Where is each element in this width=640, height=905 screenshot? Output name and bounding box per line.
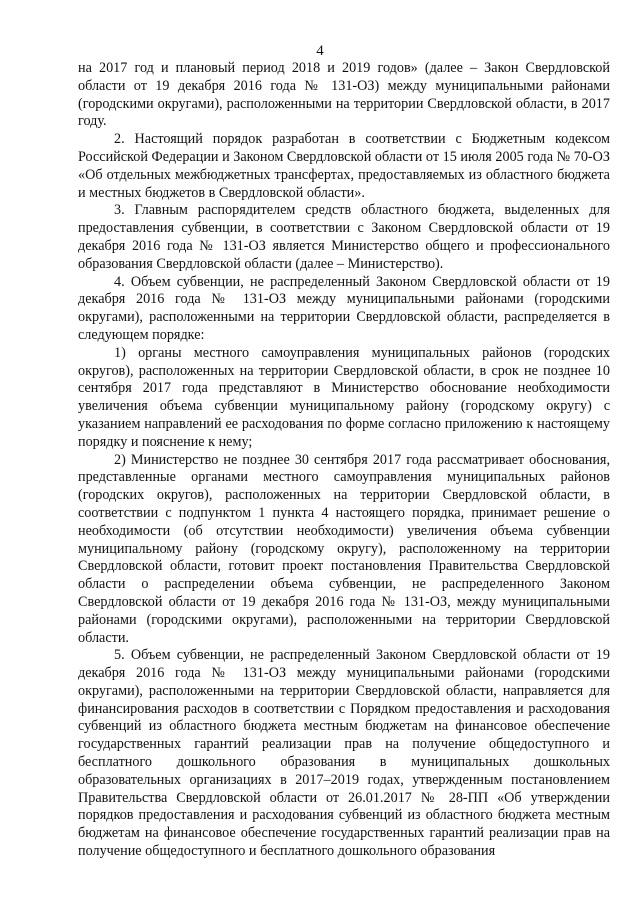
page-number: 4 bbox=[316, 43, 324, 59]
paragraph-continuation: на 2017 год и плановый период 2018 и 2019 годов» (далее – Закон Свердловской области от 19 декабря 2016 года № 131-ОЗ) между муниципальными районами (городскими округами), расположенными на территории Свердловской области, в 2017 году. bbox=[78, 60, 610, 130]
paragraph-3: 3. Главным распорядителем средств областного бюджета, выделенных для предоставления субвенции, в соответствии с Законом Свердловской области от 19 декабря 2016 года № 131-ОЗ является Министерство общего и профессионального образования Свердловской области (далее – Министерство). bbox=[78, 202, 610, 272]
paragraph-2: 2. Настоящий порядок разработан в соответствии с Бюджетным кодексом Российской Федерации и Законом Свердловской области от 15 июля 2005 года № 70-ОЗ «Об отдельных межбюджетных трансфертах, предоставляемых из областного бюджета и местных бюджетов в Свердловской области». bbox=[78, 131, 610, 201]
paragraph-4-subitem-2: 2) Министерство не позднее 30 сентября 2017 года рассматривает обоснования, представленные органами местного самоуправления муниципальных районов (городских округов), расположенных на территории Свердловской области, в соответствии с подпунктом 1 пункта 4 настоящего порядка, принимает решение о необходимости (об отсутствии необходимости) увеличения объема субвенции муниципальному району (городскому округу), расположенному на территории Свердловской области, готовит проект постановления Правительства Свердловской области о распределении объема субвенции, не распределенного Законом Свердловской области от 19 декабря 2016 года № 131-ОЗ, между муниципальными районами (городскими округами), расположенными на территории Свердловской области. bbox=[78, 451, 610, 646]
paragraph-5: 5. Объем субвенции, не распределенный Законом Свердловской области от 19 декабря 2016 года № 131-ОЗ между муниципальными районами (городскими округами), расположенными на территории Свердловской области, направляется для финансирования расходов в соответствии с Порядком предоставления и расходования субвенций из областного бюджета местным бюджетам на финансовое обеспечение государственных гарантий реализации прав на получение общедоступного и бесплатного дошкольного образования в муниципальных дошкольных образовательных организациях в 2017–2019 годах, утвержденным постановлением Правительства Свердловской области от 26.01.2017 № 28-ПП «Об утверждении порядков предоставления и расходования субвенций из областного бюджета местным бюджетам на финансовое обеспечение государственных гарантий реализации прав на получение общедоступного и бесплатного дошкольного образования bbox=[78, 647, 610, 860]
document-body bbox=[78, 60, 610, 861]
paragraph-4-subitem-1: 1) органы местного самоуправления муниципальных районов (городских округов), расположенных на территории Свердловской области, в срок не позднее 10 сентября 2017 года представляют в Министерство обоснование необходимости увеличения объема субвенции муниципальному району (городскому округу) с указанием направлений ее расходования по форме согласно приложению к настоящему порядку и пояснение к нему; bbox=[78, 344, 610, 450]
paragraph-4: 4. Объем субвенции, не распределенный Законом Свердловской области от 19 декабря 2016 года № 131-ОЗ между муниципальными районами (городскими округами), расположенными на территории Свердловской области, распределяется в следующем порядке: bbox=[78, 273, 610, 343]
